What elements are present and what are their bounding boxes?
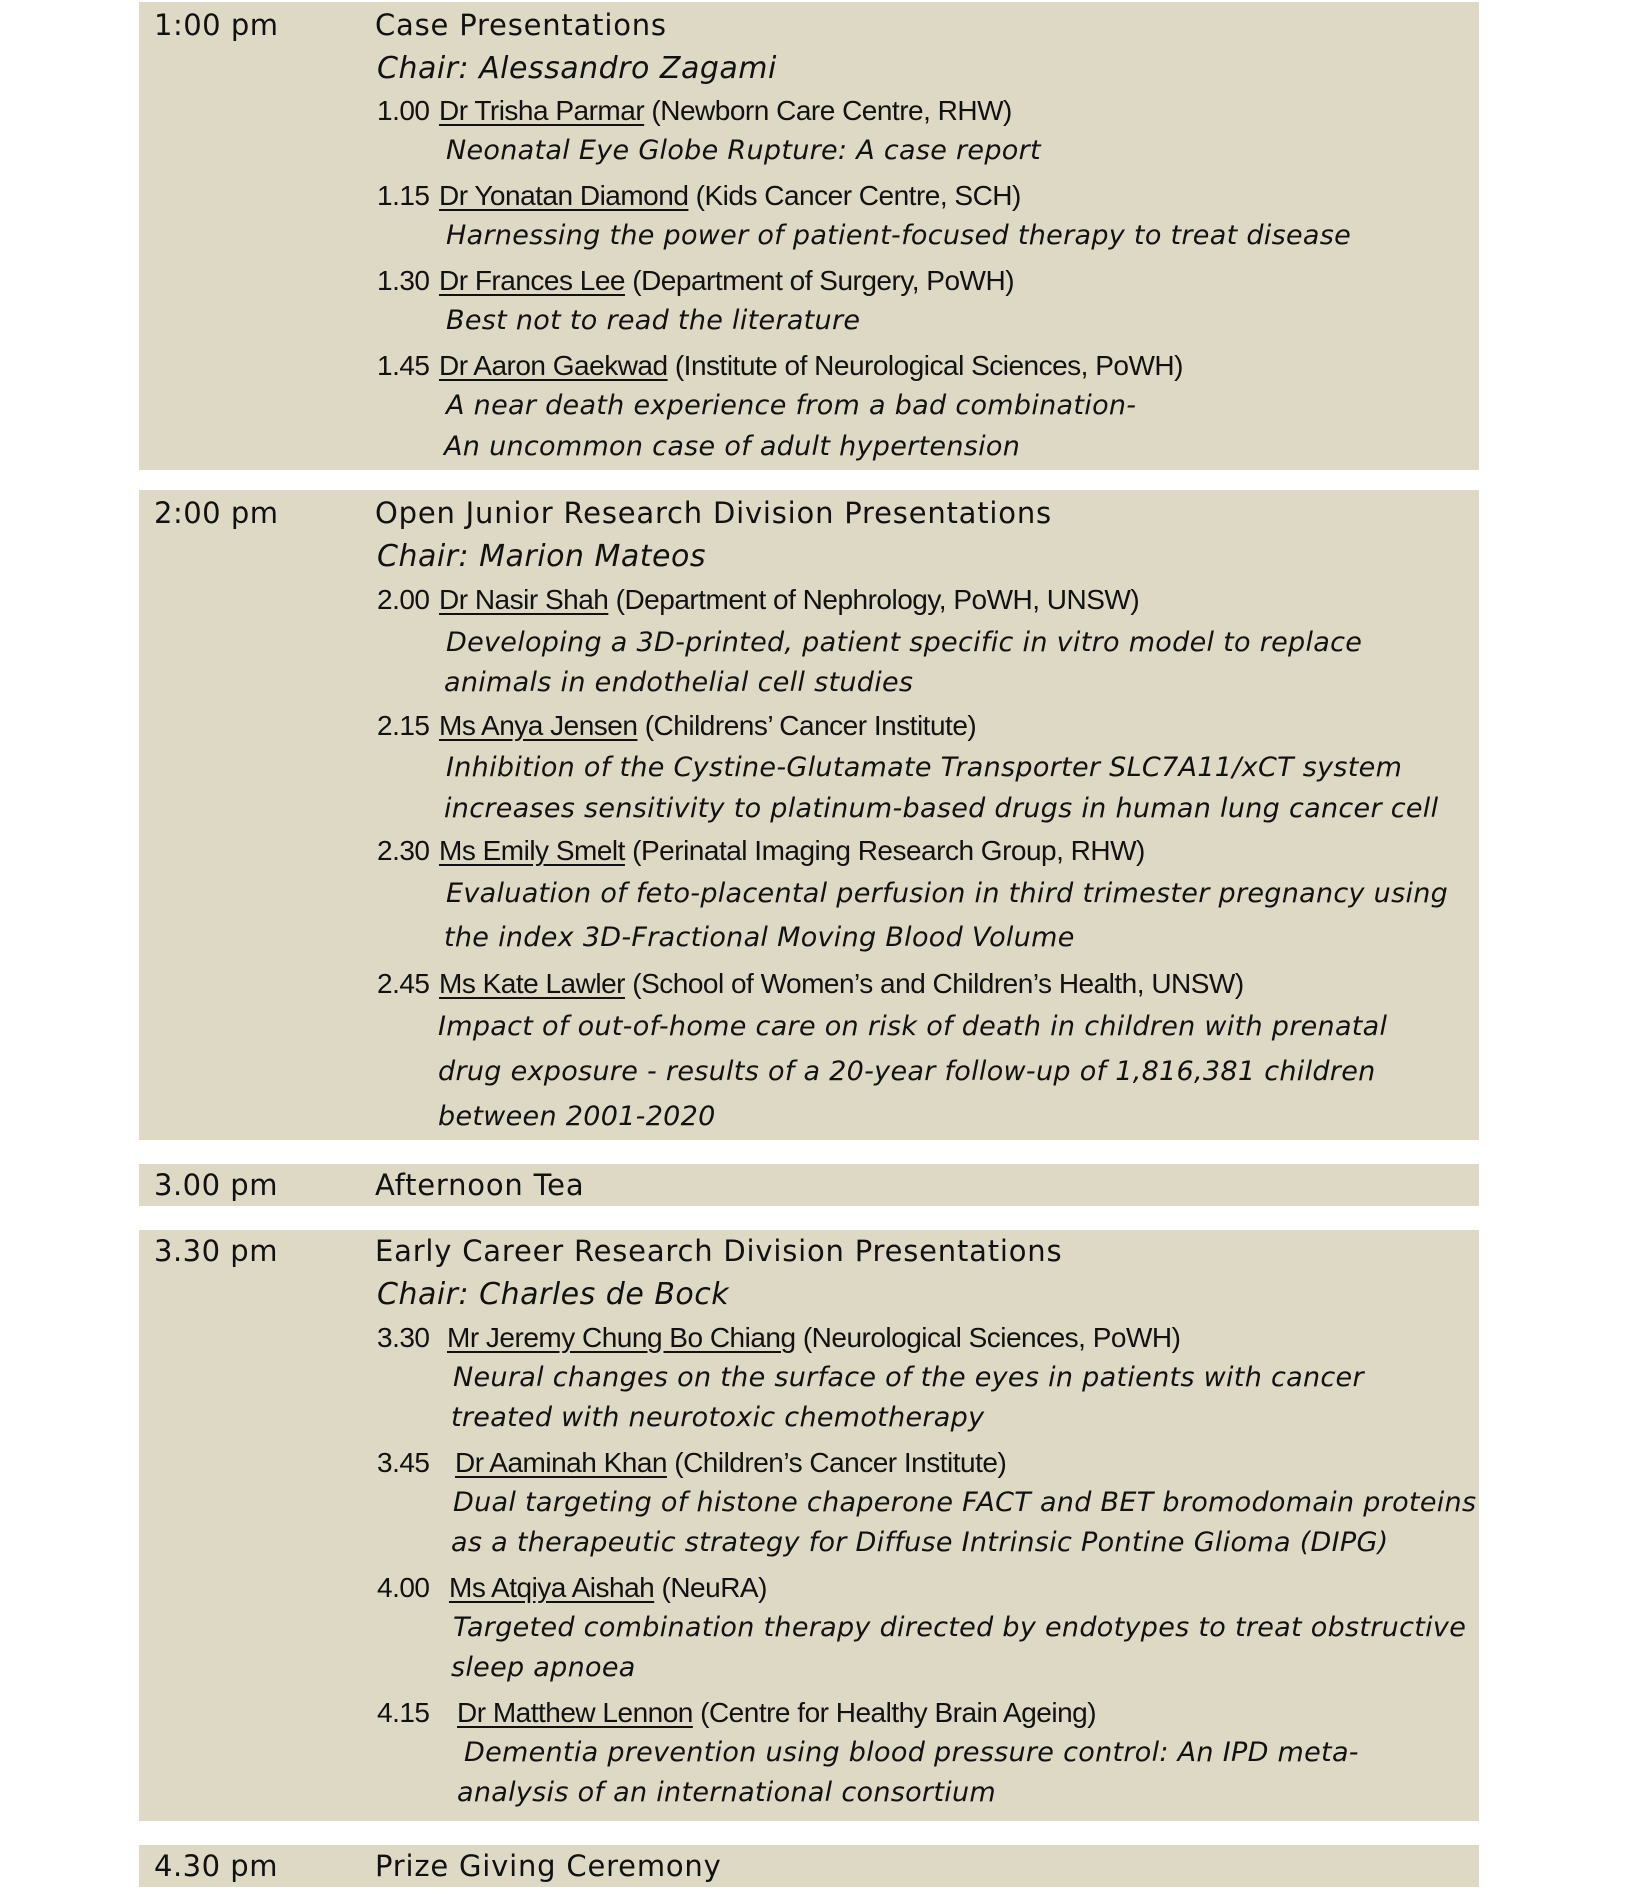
session-chair: Chair: Alessandro Zagami [377, 51, 777, 86]
speaker-affiliation: (Childrens’ Cancer Institute) [637, 710, 977, 741]
session-block-prize-giving [139, 1845, 1479, 1887]
speaker-name[interactable]: Dr Trisha Parmar [439, 95, 645, 126]
talk-title: An uncommon case of adult hypertension [444, 431, 1021, 462]
talk-title: Inhibition of the Cystine-Glutamate Transporter SLC7A11/xCT system [446, 752, 1403, 783]
session-heading: Afternoon Tea [375, 1168, 585, 1202]
talk-header [377, 1446, 1006, 1480]
session-chair: Chair: Marion Mateos [377, 539, 706, 574]
speaker-affiliation: (Kids Cancer Centre, SCH) [688, 180, 1021, 211]
talk-header [377, 264, 1014, 298]
talk-title: sleep apnoea [451, 1652, 636, 1683]
session-block-early-career-research [139, 1230, 1479, 1821]
talk-header [377, 583, 1139, 617]
talk-title: Harnessing the power of patient-focused therapy to treat disease [446, 220, 1351, 251]
session-heading: Early Career Research Division Presentations [375, 1234, 1063, 1268]
speaker-name[interactable]: Dr Aaron Gaekwad [439, 350, 668, 381]
talk-title: analysis of an international consortium [457, 1777, 997, 1808]
session-chair: Chair: Charles de Bock [377, 1277, 730, 1312]
talk-title: Developing a 3D-printed, patient specific in vitro model to replace [446, 627, 1363, 658]
talk-title: treated with neurotoxic chemotherapy [451, 1402, 985, 1433]
speaker-affiliation: (Department of Surgery, PoWH) [624, 265, 1015, 296]
talk-title: as a therapeutic strategy for Diffuse Intrinsic Pontine Glioma (DIPG) [451, 1527, 1389, 1558]
speaker-affiliation: (NeuRA) [654, 1572, 767, 1603]
talk-title: Best not to read the literature [446, 305, 861, 336]
talk-title: A near death experience from a bad combination- [446, 390, 1137, 421]
session-time: 2:00 pm [154, 496, 279, 530]
session-heading: Open Junior Research Division Presentations [375, 496, 1052, 530]
talk-title: drug exposure - results of a 20-year follow-up of 1,816,381 children [438, 1056, 1376, 1087]
speaker-affiliation: (Centre for Healthy Brain Ageing) [692, 1697, 1097, 1728]
talk-header [377, 179, 1021, 213]
talk-time: 1.30 [377, 265, 430, 296]
speaker-name[interactable]: Dr Matthew Lennon [457, 1697, 693, 1728]
speaker-name[interactable]: Dr Aaminah Khan [455, 1447, 667, 1478]
talk-title: Dual targeting of histone chaperone FACT and BET bromodomain proteins [453, 1487, 1477, 1518]
session-time: 4.30 pm [154, 1849, 278, 1883]
session-time: 3.30 pm [154, 1234, 278, 1268]
speaker-name[interactable]: Ms Atqiya Aishah [449, 1572, 655, 1603]
talk-time: 2.15 [377, 710, 430, 741]
talk-title: Evaluation of feto-placental perfusion in third trimester pregnancy using [446, 878, 1449, 909]
talk-time: 1.00 [377, 95, 430, 126]
talk-title: Impact of out-of-home care on risk of death in children with prenatal [438, 1011, 1388, 1042]
talk-title: the index 3D-Fractional Moving Blood Volume [444, 922, 1075, 953]
talk-header [377, 1696, 1096, 1730]
talk-title: Targeted combination therapy directed by endotypes to treat obstructive [453, 1612, 1467, 1643]
talk-title: Neural changes on the surface of the eyes in patients with cancer [453, 1362, 1364, 1393]
talk-time: 2.30 [377, 835, 430, 866]
talk-header [377, 1321, 1180, 1355]
speaker-name[interactable]: Dr Frances Lee [439, 265, 625, 296]
talk-title: animals in endothelial cell studies [444, 667, 914, 698]
talk-header [377, 967, 1244, 1001]
talk-title: Dementia prevention using blood pressure control: An IPD meta- [464, 1737, 1359, 1768]
session-block-junior-research [139, 490, 1479, 1140]
speaker-affiliation: (Neurological Sciences, PoWH) [795, 1322, 1181, 1353]
speaker-name[interactable]: Dr Yonatan Diamond [439, 180, 689, 211]
session-heading: Case Presentations [375, 8, 667, 42]
speaker-name[interactable]: Ms Kate Lawler [439, 968, 625, 999]
talk-time: 3.30 [377, 1322, 430, 1353]
talk-header [377, 94, 1012, 128]
talk-title: between 2001-2020 [438, 1101, 716, 1132]
talk-time: 2.00 [377, 584, 430, 615]
speaker-name[interactable]: Dr Nasir Shah [439, 584, 609, 615]
speaker-affiliation: (Newborn Care Centre, RHW) [644, 95, 1012, 126]
speaker-affiliation: (Perinatal Imaging Research Group, RHW) [624, 835, 1145, 866]
session-heading: Prize Giving Ceremony [375, 1849, 722, 1883]
talk-header [377, 1571, 767, 1605]
talk-header [377, 834, 1145, 868]
session-block-afternoon-tea [139, 1164, 1479, 1206]
speaker-name[interactable]: Mr Jeremy Chung Bo Chiang [447, 1322, 796, 1353]
talk-time: 1.45 [377, 350, 430, 381]
speaker-affiliation: (School of Women’s and Children’s Health, UNSW) [624, 968, 1244, 999]
talk-title: Neonatal Eye Globe Rupture: A case report [446, 135, 1041, 166]
speaker-affiliation: (Children’s Cancer Institute) [666, 1447, 1007, 1478]
speaker-affiliation: (Department of Nephrology, PoWH, UNSW) [608, 584, 1140, 615]
session-time: 1:00 pm [154, 8, 279, 42]
session-time: 3.00 pm [154, 1168, 278, 1202]
talk-time: 1.15 [377, 180, 430, 211]
talk-time: 2.45 [377, 968, 430, 999]
talk-title: increases sensitivity to platinum-based drugs in human lung cancer cell [444, 793, 1439, 824]
session-block-case-presentations [139, 2, 1479, 470]
talk-time: 3.45 [377, 1447, 430, 1478]
talk-header [377, 709, 976, 743]
talk-header [377, 349, 1183, 383]
talk-time: 4.15 [377, 1697, 430, 1728]
speaker-affiliation: (Institute of Neurological Sciences, PoWH) [667, 350, 1183, 381]
talk-time: 4.00 [377, 1572, 430, 1603]
speaker-name[interactable]: Ms Anya Jensen [439, 710, 638, 741]
speaker-name[interactable]: Ms Emily Smelt [439, 835, 625, 866]
